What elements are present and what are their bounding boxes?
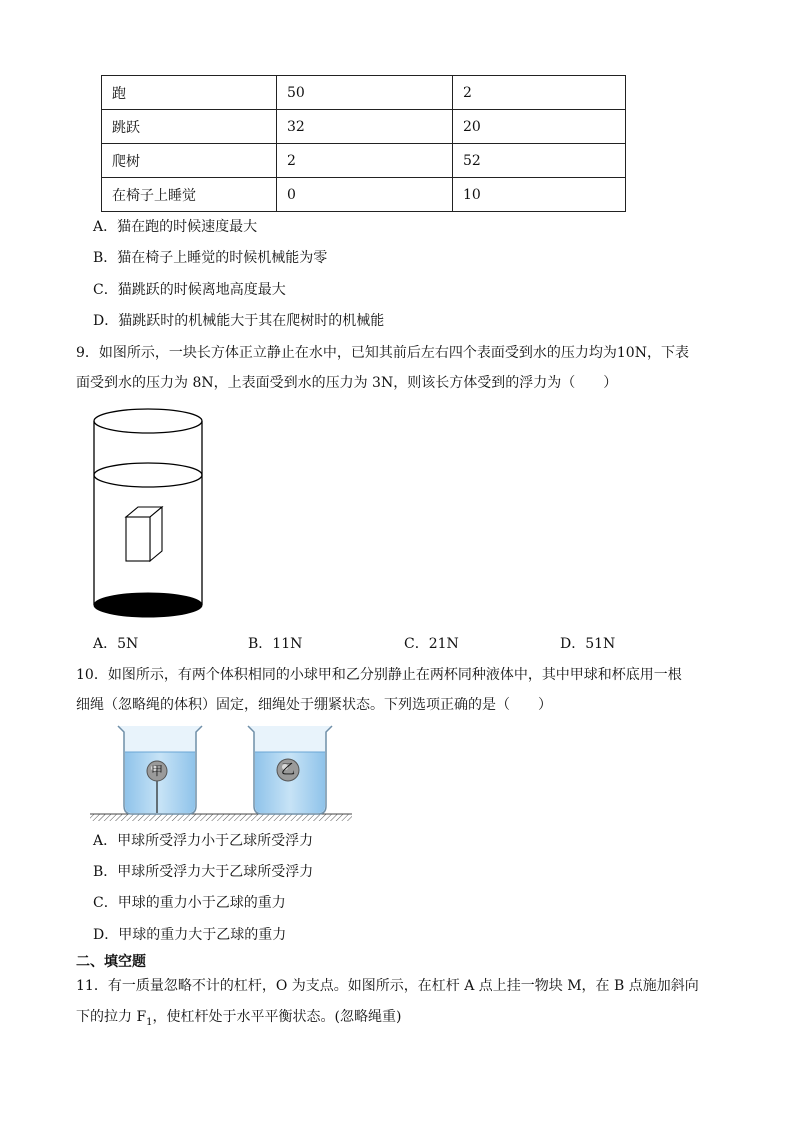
q9-option-b: B．11N xyxy=(248,636,303,652)
q8-option-a: A．猫在跑的时候速度最大 xyxy=(93,219,258,235)
table-cell: 50 xyxy=(277,76,453,110)
table-cell: 在椅子上睡觉 xyxy=(102,178,277,212)
q9-stem-line1: 9．如图所示，一块长方体正立静止在水中，已知其前后左右四个表面受到水的压力均为10N，下表 xyxy=(76,345,689,361)
q9-stem-line2: 面受到水的压力为 8N，上表面受到水的压力为 3N，则该长方体受到的浮力为（ ） xyxy=(76,375,618,391)
motion-table xyxy=(101,75,626,212)
q11-line2-post: ，使杠杆处于水平平衡状态。(忽略绳重) xyxy=(152,1009,402,1025)
q11-force-subscript: 1 xyxy=(146,1016,153,1028)
table-cell: 2 xyxy=(453,76,626,110)
q9-cylinder-figure xyxy=(88,402,208,624)
q8-option-c: C．猫跳跃的时候离地高度最大 xyxy=(93,282,286,298)
table-cell: 爬树 xyxy=(102,144,277,178)
q10-option-d: D．甲球的重力大于乙球的重力 xyxy=(93,927,287,943)
table-row xyxy=(102,110,626,144)
table-row xyxy=(102,144,626,178)
cuboid-shape xyxy=(126,507,162,561)
q11-stem-line1: 11．有一质量忽略不计的杠杆，O 为支点。如图所示，在杠杆 A 点上挂一物块 M，在 B 点施加斜向 xyxy=(76,978,699,994)
q8-option-b: B．猫在椅子上睡觉的时候机械能为零 xyxy=(93,250,328,266)
table-cell: 10 xyxy=(453,178,626,212)
q10-option-c: C．甲球的重力小于乙球的重力 xyxy=(93,895,286,911)
table-cell: 跳跃 xyxy=(102,110,277,144)
ball-jia-label: 甲 xyxy=(150,764,163,778)
q11-stem-line2 xyxy=(76,1007,401,1033)
ball-yi-label: 乙 xyxy=(281,762,295,778)
q9-option-d: D．51N xyxy=(560,636,616,652)
q10-beakers-figure xyxy=(88,718,358,828)
q11-line2-pre: 下的拉力 F xyxy=(76,1009,147,1025)
section-heading: 二、填空题 xyxy=(76,954,146,970)
q9-option-c: C．21N xyxy=(404,636,459,652)
table-cell: 跑 xyxy=(102,76,277,110)
q10-option-a: A．甲球所受浮力小于乙球所受浮力 xyxy=(93,833,314,849)
table-row xyxy=(102,178,626,212)
table-cell: 2 xyxy=(277,144,453,178)
q8-option-d: D．猫跳跃时的机械能大于其在爬树时的机械能 xyxy=(93,313,385,329)
q10-option-b: B．甲球所受浮力大于乙球所受浮力 xyxy=(93,864,314,880)
q9-option-a: A．5N xyxy=(93,636,139,652)
table-cell: 20 xyxy=(453,110,626,144)
table-cell: 52 xyxy=(453,144,626,178)
q10-stem-line2: 细绳（忽略绳的体积）固定，细绳处于绷紧状态。下列选项正确的是（ ） xyxy=(76,697,552,713)
table-cell: 0 xyxy=(277,178,453,212)
table-row xyxy=(102,76,626,110)
table-cell: 32 xyxy=(277,110,453,144)
q10-stem-line1: 10．如图所示，有两个体积相同的小球甲和乙分别静止在两杯同种液体中，其中甲球和杯底用一根 xyxy=(76,667,682,683)
